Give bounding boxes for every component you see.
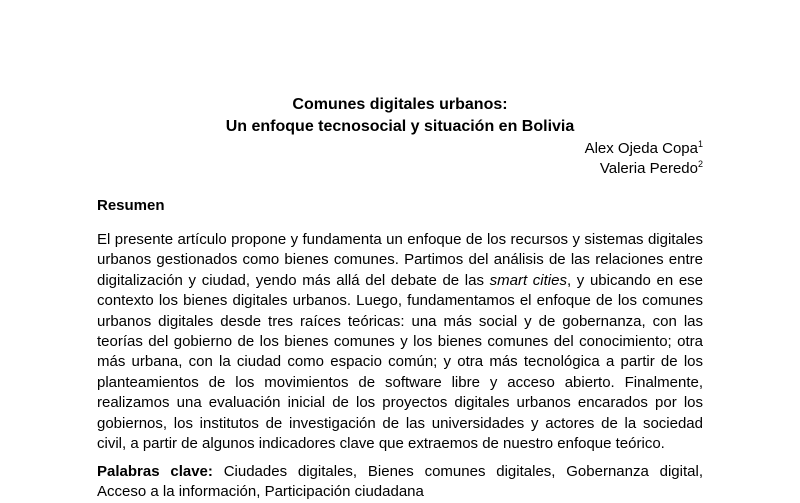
keywords-label: Palabras clave:: [97, 463, 213, 480]
title-line-1: Comunes digitales urbanos:: [292, 96, 508, 113]
author-1-name: Alex Ojeda Copa: [584, 140, 698, 157]
abstract-line: teorías del gobierno de los bienes comunes y los bienes comunes del conocimiento; otra: [97, 333, 703, 351]
abstract-line: planteamientos de los movimientos de software libre y acceso abierto. Finalmente,: [97, 373, 703, 391]
abstract-line: El presente artículo propone y fundamenta un enfoque de los recursos y sistemas digitales: [97, 231, 703, 248]
author-1: [585, 139, 703, 159]
author-1-affiliation-mark: 1: [697, 139, 703, 149]
abstract-line: urbanos digitales desde tres raíces teóricas: una más social y de gobernanza, con las: [97, 312, 703, 330]
keywords-line-2: Acceso a la información, Participación ciudadana: [97, 483, 424, 501]
abstract-body: [97, 230, 703, 454]
abstract-heading: Resumen: [97, 197, 165, 214]
keywords-block: [97, 462, 703, 503]
abstract-line: civil, a partir de algunos indicadores clave que extraemos de nuestro enfoque teórico.: [97, 435, 665, 453]
abstract-line: más urbana, con la ciudad como espacio común; y otra más tecnológica a partir de los: [97, 353, 703, 371]
abstract-text: , y ubicando en ese: [566, 271, 704, 289]
abstract-line: urbanos gestionados como bienes comunes. Partimos del análisis de las relaciones entre: [97, 251, 703, 269]
abstract-text: digitalización y ciudad, yendo más allá del debate de las: [97, 271, 490, 289]
author-2: [600, 159, 703, 179]
abstract-line: gobiernos, los institutos de investigación de las universidades y actores de la sociedad: [97, 414, 703, 432]
author-2-name: Valeria Peredo: [599, 160, 698, 177]
keywords-text: Ciudades digitales, Bienes comunes digitales, Gobernanza digital,: [212, 463, 703, 480]
abstract-line: realizamos una evaluación inicial de los proyectos digitales urbanos encarados por los: [97, 394, 703, 412]
abstract-line: contexto los bienes digitales urbanos. Luego, fundamentamos el enfoque de los comunes: [97, 292, 703, 310]
paper-title: [0, 94, 800, 138]
author-2-affiliation-mark: 2: [697, 159, 703, 169]
abstract-emphasis: smart cities: [489, 271, 567, 289]
keywords-line-1: [97, 462, 703, 482]
abstract-line-with-emphasis: [97, 271, 703, 291]
title-line-2: Un enfoque tecnosocial y situación en Bolivia: [225, 118, 575, 135]
